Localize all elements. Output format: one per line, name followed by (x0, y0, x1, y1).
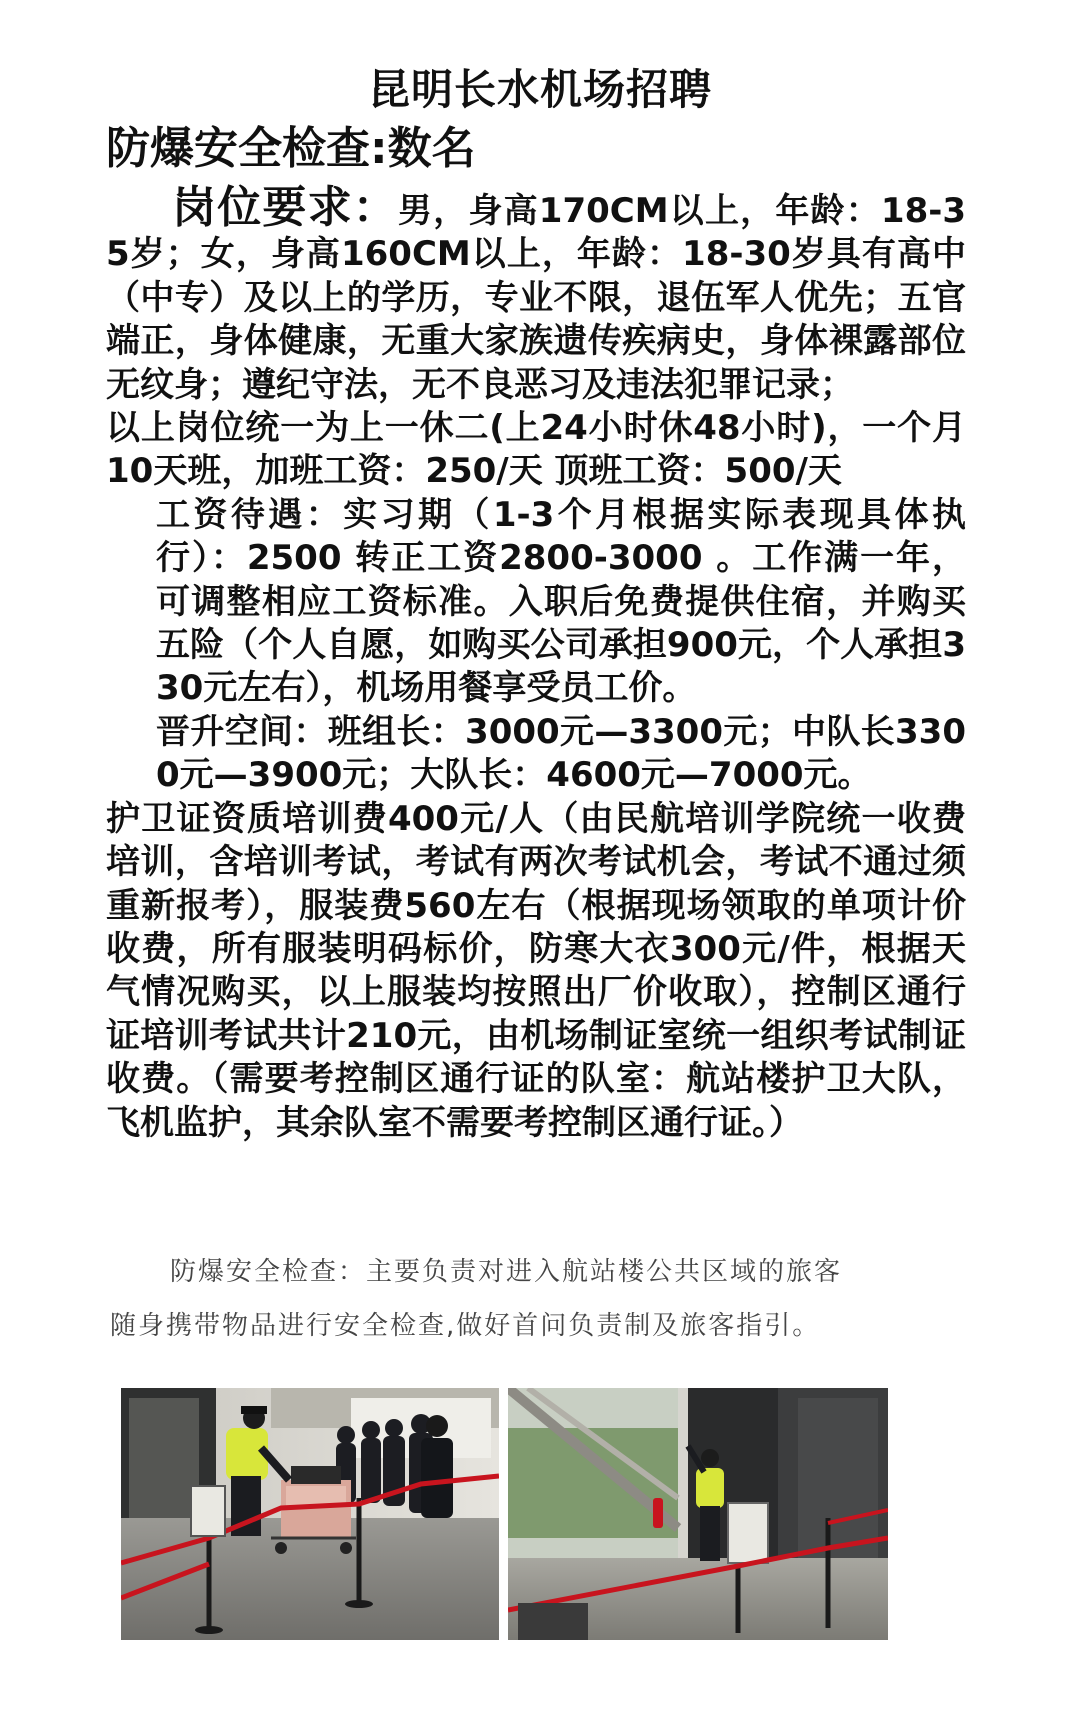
duty-caption (110, 1245, 970, 1353)
caption-line-2: 随身携带物品进行安全检查,做好首问负责制及旅客指引。 (110, 1311, 821, 1341)
checkpoint-scene (121, 1388, 499, 1640)
requirements-label: 岗位要求： (172, 182, 398, 233)
fees-paragraph: 护卫证资质培训费400元/人（由民航培训学院统一收费培训，含培训考试，考试有两次考试机会，考试不通过须重新报考），服装费560左右（根据现场领取的单项计价收费，所有服装明码标价，防寒大衣300元/件，根据天气情况购买，以上服装均按照出厂价收取），控制区通行证培训考试共计210元，由机场制证室统一组织考试制证收费。（需要考控制区通行证的队室：航站楼护卫大队，飞机监护，其余队室不需要考控制区通行证。） (106, 798, 966, 1143)
gate-scene (508, 1388, 888, 1640)
promotion-paragraph: 晋升空间：班组长：3000元—3300元；中队长3300元—3900元；大队长：4600元—7000元。 (156, 711, 966, 796)
job-details (106, 182, 967, 1145)
security-check-photo-right (508, 1388, 888, 1640)
position-heading: 防爆安全检查:数名 (106, 123, 476, 174)
poster-title: 昆明长水机场招聘 (367, 65, 712, 114)
security-check-photo-left (121, 1388, 499, 1640)
requirements-text: 男，身高170CM以上，年龄：18-35岁；女，身高160CM以上，年龄：18-30岁具有高中（中专）及以上的学历，专业不限，退伍军人优先；五官端正，身体健康，无重大家族遗传疾病史，身体裸露部位无纹身；遵纪守法，无不良恶习及违法犯罪记录； (106, 191, 967, 405)
requirements-paragraph (106, 182, 967, 407)
caption-line-1: 防爆安全检查：主要负责对进入航站楼公共区域的旅客 (170, 1257, 843, 1287)
salary-paragraph: 工资待遇：实习期（1-3个月根据实际表现具体执行）：2500 转正工资2800-3000 。工作满一年，可调整相应工资标准。入职后免费提供住宿，并购买五险（个人自愿，如购买公司承担900元，个人承担330元左右），机场用餐享受员工价。 (156, 494, 966, 709)
shift-paragraph: 以上岗位统一为上一休二(上24小时休48小时)，一个月10天班，加班工资：250/天 顶班工资：500/天 (106, 408, 966, 492)
